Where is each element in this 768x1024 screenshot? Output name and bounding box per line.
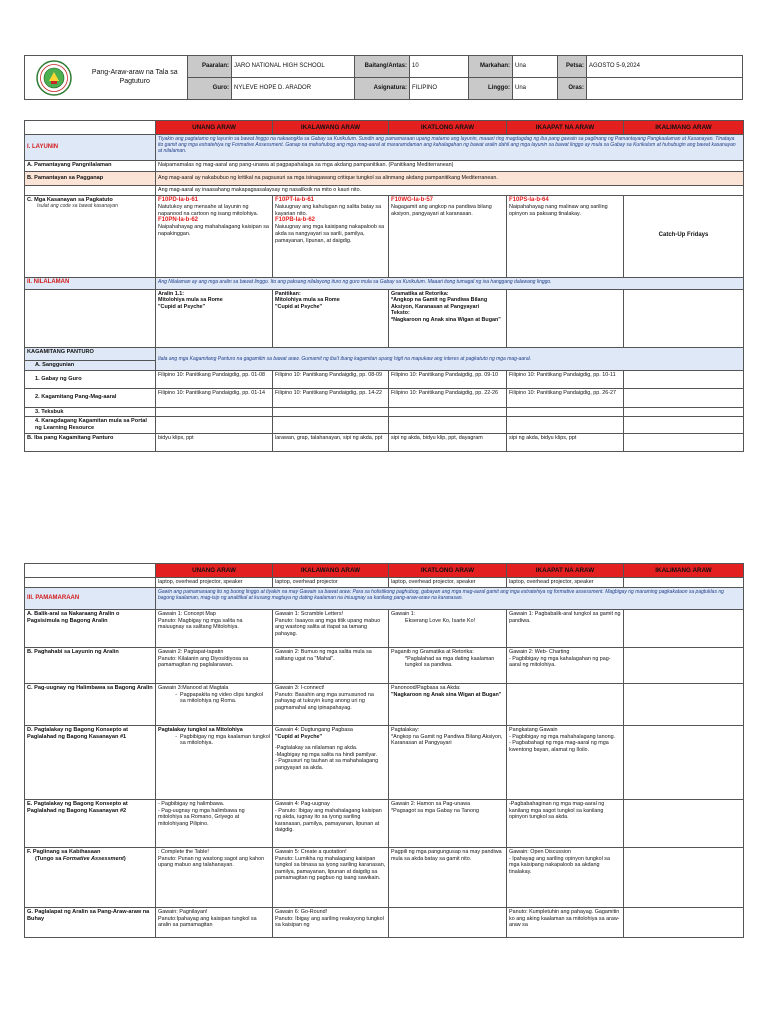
nilalaman-day-1 — [156, 289, 273, 347]
kagamitan-title: KAGAMITANG PANTURO — [25, 347, 156, 360]
day-header-4: IKAAPAT NA ARAW — [507, 121, 624, 135]
day-header-2-4: IKAAPAT NA ARAW — [507, 564, 624, 578]
step-a-d3-l1: Gawain 1: — [391, 611, 416, 617]
kasanayan-day-1 — [156, 195, 273, 277]
mag-aaral-d5 — [624, 388, 744, 407]
iba-pa-d4: sipi ng akda, bidyu klips, ppt — [507, 434, 624, 452]
step-d-d2-l3: -Pagtalakay sa nilalaman ng akda. — [275, 745, 358, 752]
guro-value: NYLEVE HOPE D. ARADOR — [232, 78, 355, 100]
karagdagang-kagamitan-label: 4. Karagdagang Kagamitan mula sa Portal ng Learning Resource — [25, 417, 156, 434]
equip-d1: laptop, overhead projector, speaker — [156, 578, 273, 588]
step-c-d5 — [624, 684, 744, 726]
school-logo-cell — [25, 56, 83, 100]
portal-d4 — [507, 417, 624, 434]
kasanayan-d1-text2: Naipahahayag ang mahahalagang kaisipan sa napakinggan. — [158, 224, 269, 237]
step-g-d2 — [273, 908, 389, 938]
nilalaman-day-3 — [389, 289, 507, 347]
catch-up-fridays: Catch-Up Fridays — [624, 195, 744, 277]
step-d-label: D. Pagtalakay ng Bagong Konsepto at Paglalahad ng Bagong Kasanayan #1 — [25, 726, 156, 800]
step-f-d3-l1: Pagpili ng mga pangungusap na may pandiwa mula sa akda batay sa gamit nito. — [391, 849, 502, 862]
step-g-d4-l1: Panuto: Kumpletuhin ang pahayag. Gagamitin ko ang aking kaalaman sa mitolohiya sa araw-araw sa — [509, 909, 620, 929]
step-e-d1-l1: - Pagbibigay ng halimbawa. — [158, 801, 225, 807]
step-g-d2-l2: Panuto: Ibigay ang sariling reaksyong tungkol sa kaisipan ng — [275, 915, 384, 929]
nilalaman-label-cell — [25, 289, 156, 347]
step-b-d3-l1: Paganib ng Gramatika at Retorika: — [391, 649, 474, 655]
step-d-d3 — [389, 726, 507, 800]
step-g-d3 — [389, 908, 507, 938]
school-seal-icon — [36, 60, 72, 96]
nilalaman-desc: Ang Nilalaman ay ang mga aralin sa bawat linggo. Ito ang paksang nilalayong ituro ng guro mula sa Gabay sa Kurikulum. Maaari itong tumagal ng isa hanggang dalawang linggo. — [156, 277, 744, 289]
asignatura-value: FILIPINO — [410, 78, 469, 100]
iba-pa-d5 — [624, 434, 744, 452]
step-b-d5 — [624, 648, 744, 684]
nilalaman-d2-l1: Panitikan: — [275, 290, 301, 297]
step-b-label: B. Paghahabi sa Layunin ng Aralin — [25, 648, 156, 684]
step-d-d5 — [624, 726, 744, 800]
kasanayan-day-3 — [389, 195, 507, 277]
nilalaman-d1-l1: Aralin 1.1: — [158, 290, 185, 297]
step-d-d4-l3: - Pagbabahagi ng mga mag-aaral ng mga kwentong bayan, alamat ng Iloilo. — [509, 740, 609, 753]
nilalaman-day-2 — [273, 289, 389, 347]
step-a-d1-l2: Panuto: Magbigay ng mga salita na maiuugnay sa salitang Mitolohiya. — [158, 617, 243, 631]
step-e-d3-l1: Gawain 2: Hamon sa Pag-unawa — [391, 801, 471, 807]
step-f-sublabel — [27, 856, 153, 863]
equip-d4: laptop, overhead projector, speaker — [507, 578, 624, 588]
mag-aaral-d3: Filipino 10: Panitikang Pandaigdig, pp. 22-26 — [389, 388, 507, 407]
step-e-d1-l2: - Pag-uugnay ng mga halimbawa ng mitolohiya sa Romano, Griyego at mitolohiyang Pilipino. — [158, 807, 245, 827]
layunin-desc: Tiyakin ang pagtatamo ng layunin sa bawat linggo na nakaangkla sa Gabay sa Kurikulum. Sundin ang pamamaraan upang matamo ang layunin, maaari ring magdagdag ng iba pang gawain sa paglinang ng Pamantayang Pangkaalaman at Kasanayan. Tinataya ito gamit ang mga estratehiya ng Formative Assessment. Ganap na mahuhubog ang mga mag-aaral at mararamdaman ang kahalagahan ng bawat aralin dahil ang mga layunin sa bawat linggo ay mula sa Gabay sa Kurikulum at huhubugin ang bawat kasanayan at nilalaman. — [156, 135, 744, 161]
step-c-d2-l1: Gawain 3: I-connect! — [275, 685, 325, 691]
day-header-2-2: IKALAWANG ARAW — [273, 564, 389, 578]
sanggunian-label: A. Sanggunian — [25, 360, 156, 370]
step-c-d1-l2: - Pagpapakita ng video clips tungkol sa mitolohiya ng Roma. — [180, 692, 270, 705]
step-b-d4-l2: - Pagbibigay ng mga kahalagahan ng pag-aaral ng mitolohiya. — [509, 655, 611, 669]
step-b-d3-l2: *Paglalahad sa mga dating kaalaman tungkol sa pandiwa. — [405, 655, 495, 669]
step-f-d1-l2: Panuto: Punan ng wastong sagot ang kahon upang mabuo ang talahanayan. — [158, 855, 265, 869]
step-f-d4 — [507, 848, 624, 908]
iba-pang-kagamitan-label: B. Iba pang Kagamitang Panturo — [25, 434, 156, 452]
portal-d2 — [273, 417, 389, 434]
mag-aaral-d4: Filipino 10: Panitikang Pandaigdig, pp. 26-27 — [507, 388, 624, 407]
step-f-d2-l2: Panuto: Lumikha ng mahalagang kaisipan tungkol sa binasa sa iyong sariling karanasan, pamilya, pamayanan, lipunan at daigdig sa pamamagitan ng pagbuo ng isang sawikain. — [275, 855, 386, 882]
step-d-d4-l2: - Pagbibigay ng mga mahahalagang tanong. — [509, 733, 616, 740]
day-header-2-5: IKALIMANG ARAW — [624, 564, 744, 578]
nilalaman-day-4 — [507, 289, 624, 347]
teksbuk-d3 — [389, 407, 507, 417]
step-c-d3 — [389, 684, 507, 726]
step-d-d2-l4: -Magbigay ng mga salita na hindi pamilyar. — [275, 751, 378, 758]
equip-label-cell — [25, 578, 156, 588]
teksbuk-label: 3. Teksbuk — [25, 407, 156, 417]
step-a-label: A. Balik-aral sa Nakaraang Aralin o Pagsisimula ng Bagong Aralin — [25, 610, 156, 648]
teksbuk-d1 — [156, 407, 273, 417]
step-d-d2-l1: Gawain 4: Dugtungang Pagbasa — [275, 727, 353, 733]
day-header-5: IKALIMANG ARAW — [624, 121, 744, 135]
step-c-d1-l1: Gawain 3:Manood at Magtala — [158, 685, 229, 691]
kasanayan-d2-text1: Naiuugnay ang kahulugan ng salita batay sa kayarian nito. — [275, 203, 382, 217]
step-e-d5 — [624, 800, 744, 848]
step-a-d2 — [273, 610, 389, 648]
portal-d3 — [389, 417, 507, 434]
step-f-sub-pre: (Tungo sa — [35, 855, 63, 862]
step-a-d1 — [156, 610, 273, 648]
step-c-d3-l1: Panonood/Pagbasa sa Akda: — [391, 685, 461, 691]
nilalaman-d3-l2: *Angkop na Gamit ng Pandiwa Bilang Aksiyon, Karanasan at Pangyayari — [391, 297, 488, 310]
step-b-d2 — [273, 648, 389, 684]
nilalaman-d2-l3: "Cupid at Psyche" — [275, 303, 323, 310]
blank-label-cell — [25, 186, 156, 196]
pamamaraan-title: III. PAMAMARAAN — [25, 588, 156, 610]
kasanayan-d1-text1: Natutukoy ang mensahe at layunin ng napanood na cartoon ng isang mitolohiya. — [158, 203, 259, 217]
step-a-d2-l1: Gawain 1: Scramble Letters! — [275, 611, 344, 617]
step-b-d4 — [507, 648, 624, 684]
step-c-d3-l2: "Nagkaroon ng Anak sina Wigan at Bugan" — [391, 691, 502, 698]
day-header-2: IKALAWANG ARAW — [273, 121, 389, 135]
teksbuk-d5 — [624, 407, 744, 417]
step-b-d2-l1: Gawain 2: Bumuo ng mga salita mula sa salitang ugat na "Mahal". — [275, 649, 372, 662]
step-g-d4 — [507, 908, 624, 938]
lesson-plan-table-2 — [24, 563, 744, 938]
paaralan-label: Paaralan: — [188, 56, 232, 78]
step-f-d1-l1: : Complete the Table! — [158, 849, 209, 855]
step-f-d5 — [624, 848, 744, 908]
step-d-d3-l1: Pagtalakay: — [391, 727, 420, 733]
pamantayan-sa-pagganap-text: Ang mag-aaral ay nakabubuo ng kritikal na pagsusuri sa mga isinagawang critique tungkol sa alinmang akdang pampanitikang Mediterranean. — [156, 172, 744, 186]
gabay-d2: Filipino 10: Panitikang Pandaigdig, pp. 08-09 — [273, 370, 389, 388]
nilalaman-d1-l3: "Cupid at Psyche" — [158, 303, 206, 310]
oras-value — [587, 78, 743, 100]
nilalaman-d1-l2: Mitolohiya mula sa Rome — [158, 297, 223, 304]
step-d-d2-l5: - Pagsusuri ng tauhan at sa mahahalagang pangyayari sa akda. — [275, 758, 379, 771]
step-e-d4-l1: -Pagbabahaginan ng mga mag-aaral ng kanilang mga sagot tungkol sa kanilang opinyon tungkol sa akda. — [509, 801, 605, 821]
nilalaman-d3-l1: Gramatika at Retorika: — [391, 290, 449, 297]
baitang-label: Baitang/Antas: — [355, 56, 410, 78]
step-g-d1-l2: Panuto:Ipahayag ang kaisipan tungkol sa aralin sa pamamagitan — [158, 915, 257, 929]
step-d-d4-l1: Pangkatang Gawain — [509, 727, 558, 733]
kasanayan-d4-text1: Naipahahayag nang malinaw ang sariling opinyon sa paksang tinalakay. — [509, 203, 608, 217]
step-a-d3-l2: Ekserang Love Ko, Isarte Ko! — [405, 617, 476, 624]
gabay-ng-guro-label: 1. Gabay ng Guro — [25, 370, 156, 388]
petsa-label: Petsa: — [558, 56, 587, 78]
iba-pa-d3: sipi ng akda, bidyu klip, ppt, dayagram — [389, 434, 507, 452]
code-f10wg: F10WG-Ia-b-57 — [391, 196, 434, 203]
kasanayan-d3-text1: Nagagamit ang angkop na pandiwa bilang aksiyon, pangyayari at karanasan. — [391, 203, 492, 217]
step-d-d1-l1: Pagtalakay tungkol sa Mitolohiya — [158, 727, 243, 733]
teksbuk-d2 — [273, 407, 389, 417]
kagamitang-mag-aaral-label: 2. Kagamitang Pang-Mag-aaral — [25, 388, 156, 407]
step-d-d3-l2: *Angkop na Gamit ng Pandiwa Bilang Aksiyon, Karanasan at Pangyayari — [391, 733, 503, 747]
code-f10pt: F10PT-Ia-b-61 — [275, 196, 315, 203]
portal-d1 — [156, 417, 273, 434]
step-f-sub-em: Formative Assessment — [62, 855, 124, 862]
header-table — [24, 55, 743, 100]
code-f10pd: F10PD-Ia-b-61 — [158, 196, 199, 203]
code-f10pb: F10PB-Ia-b-62 — [275, 217, 316, 224]
step-g-d5 — [624, 908, 744, 938]
step-b-d1-l1: Gawain 2: Pagtapat-tapatin — [158, 649, 224, 655]
step-e-d3-l2: *Pagsagot sa mga Gabay na Tanong — [391, 807, 480, 814]
step-e-d2 — [273, 800, 389, 848]
step-a-d4-l1: Gawain 1: Pagbabalik-aral tungkol sa gamit ng pandiwa. — [509, 611, 621, 624]
step-f-d3 — [389, 848, 507, 908]
oras-label: Oras: — [558, 78, 587, 100]
kasanayan-d2-text2: Naiuugnay ang mga kaisipang nakapaloob sa akda sa nangyayari sa sarili, pamilya, pamayanan, lipunan, at daigdig. — [275, 224, 385, 244]
kasanayan-day-4 — [507, 195, 624, 277]
step-c-d4 — [507, 684, 624, 726]
portal-d5 — [624, 417, 744, 434]
day-header-2-3: IKATLONG ARAW — [389, 564, 507, 578]
step-f-sub-post: ) — [123, 855, 126, 862]
kagamitan-desc: Itala ang mga Kagamitang Panturo na gagamitin sa bawat araw. Gumamit ng iba't ibang kagamitan upang higit na mapukaw ang interes at pagkatuto ng mga mag-aaral. — [156, 347, 744, 370]
gabay-d5 — [624, 370, 744, 388]
equip-d2: laptop, overhead projector — [273, 578, 389, 588]
layunin-title: I. LAYUNIN — [25, 135, 156, 161]
step-f-d4-l1: Gawain: Open Discussion — [509, 849, 572, 855]
paaralan-value: JARO NATIONAL HIGH SCHOOL — [232, 56, 355, 78]
step-e-d3 — [389, 800, 507, 848]
code-f10ps: F10PS-Ia-b-64 — [509, 196, 549, 203]
step-d-d2-l2: "Cupid at Psyche" — [275, 733, 323, 740]
pamantayang-pangnilalaman-label: A. Pamantayang Pangnilalaman — [25, 161, 156, 172]
markahan-value: Una — [513, 56, 558, 78]
corner-cell-2 — [25, 564, 156, 578]
step-g-d2-l1: Gawain 6: Go-Round! — [275, 909, 328, 915]
day-header-3: IKATLONG ARAW — [389, 121, 507, 135]
petsa-value: AGOSTO 5-9,2024 — [587, 56, 743, 78]
step-f-d1 — [156, 848, 273, 908]
equip-d3: laptop, overhead projector, speaker — [389, 578, 507, 588]
mag-aaral-d2: Filipino 10: Panitikang Pandaigdig, pp. 14-22 — [273, 388, 389, 407]
step-e-d4 — [507, 800, 624, 848]
step-d-d4 — [507, 726, 624, 800]
step-a-d3 — [389, 610, 507, 648]
linggo-label: Linggo: — [469, 78, 513, 100]
step-f-label-cell — [25, 848, 156, 908]
corner-cell — [25, 121, 156, 135]
step-d-d1-l2: - Pagbibigay ng mga kaalaman tungkol sa mitolohiya. — [180, 734, 270, 747]
nilalaman-d2-l2: Mitolohiya mula sa Rome — [275, 297, 340, 304]
step-c-d2 — [273, 684, 389, 726]
teksbuk-d4 — [507, 407, 624, 417]
kasanayan-sub: Isulat ang code sa bawat kasanayan — [37, 203, 118, 210]
day-header-1: UNANG ARAW — [156, 121, 273, 135]
step-f-d2-l1: Gawain 5: Create a quotation! — [275, 849, 347, 855]
nilalaman-d3-l4: *Nagkaroon ng Anak sina Wigan at Bugan" — [391, 316, 501, 323]
step-g-label: G. Paglalapat ng Aralin sa Pang-Araw-araw na Buhay — [25, 908, 156, 938]
step-a-d4 — [507, 610, 624, 648]
step-c-d1 — [156, 684, 273, 726]
equip-d5 — [624, 578, 744, 588]
pamantayang-pangnilalaman-text: Naipamamalas ng mag-aaral ang pang-unawa at pagpapahalaga sa mga akdang pampanitikan. (Panitikang Mediterranean) — [156, 161, 744, 172]
step-f-label: F. Paglinang sa Kabihasaan — [27, 849, 101, 855]
page-title: Pang-Araw-araw na Tala sa Pagtuturo — [83, 56, 188, 100]
step-d-d2 — [273, 726, 389, 800]
gabay-d1: Filipino 10: Panitikang Pandaigdig, pp. 01-08 — [156, 370, 273, 388]
step-c-d2-l2: Panuto: Basahin ang mga sumusunod na pahayag at tukuyin kung anong uri ng pagmamahal ang ipinapahayag. — [275, 691, 374, 711]
iba-pa-d1: bidyu klips, ppt — [156, 434, 273, 452]
iba-pa-d2: larawan, grap, talahanayan, sipi ng akda, ppt — [273, 434, 389, 452]
pamamaraan-desc: Gawin ang pamamaraang ito ng buong linggo at tiyakin na may Gawain sa bawat araw. Para sa holistikong paghubog, gabayan ang mga mag-aaral gamit ang mga estratehiya ng formative assessment. Magbigay ng maraming pagkakataon sa pagtuklas ng bagong kaalaman, mag-isip ng analitikal at kusang magtaya ng dating kaalaman na iniuugnay sa kanilang pang-araw-araw na karanasan. — [156, 588, 744, 610]
pamantayan-sa-pagganap-label: B. Pamantayan sa Pagganap — [25, 172, 156, 186]
step-e-d2-l2: - Panuto: Ibigay ang mahahalagang kaisipan ng akda, iugnay ito sa iyong sariling karanasan, pamilya, pamayanan, lipunan at daigdig. — [275, 807, 382, 834]
lesson-plan-table-1 — [24, 120, 744, 452]
linggo-value: Una — [513, 78, 558, 100]
step-b-d1 — [156, 648, 273, 684]
day-header-2-1: UNANG ARAW — [156, 564, 273, 578]
step-g-d1-l1: Gawain: Pagnilayan! — [158, 909, 208, 915]
step-a-d5 — [624, 610, 744, 648]
step-b-d3 — [389, 648, 507, 684]
step-b-d4-l1: Gawain 2: Web- Charting — [509, 649, 570, 655]
nilalaman-title: II. NILALAMAN — [25, 277, 156, 289]
step-e-label: E. Pagtalakay ng Bagong Konsepto at Paglalahad ng Bagong Kasanayan #2 — [25, 800, 156, 848]
step-a-d1-l1: Gawain 1: Concept Map — [158, 611, 216, 617]
step-d-d1 — [156, 726, 273, 800]
step-a-d2-l2: Panuto: Isaayos ang mga titik upang mabuo ang wastong salita at itapat sa tamang pahayag. — [275, 617, 381, 637]
kasanayan-day-2 — [273, 195, 389, 277]
asignatura-label: Asignatura: — [355, 78, 410, 100]
step-f-d2 — [273, 848, 389, 908]
mag-aaral-d1: Filipino 10: Panitikang Pandaigdig, pp. 01-14 — [156, 388, 273, 407]
nilalaman-d3-l3: Teksto: — [391, 310, 410, 317]
pamantayan-sa-pagganap-text-2: Ang mag-aaral ay inaasahang makapagsasalaysay ng nasaliksik na mito o kauri nito. — [156, 186, 744, 196]
nilalaman-day-5 — [624, 289, 744, 347]
step-c-label: C. Pag-uugnay ng Halimbawa sa Bagong Aralin — [25, 684, 156, 726]
step-f-d4-l2: - Ipahayag ang sariling opinyon tungkol sa mga kaisipang nakapaloob sa akdang tinalakay. — [509, 855, 610, 875]
baitang-value: 10 — [410, 56, 469, 78]
guro-label: Guro: — [188, 78, 232, 100]
step-e-d1 — [156, 800, 273, 848]
code-f10pn: F10PN-Ia-b-62 — [158, 217, 199, 224]
kasanayan-label-cell — [25, 195, 156, 277]
step-g-d1 — [156, 908, 273, 938]
step-e-d2-l1: Gawain 4: Pag-uugnay — [275, 801, 330, 807]
step-b-d1-l2: Panuto: Kilalanin ang Diyos/diyosa sa pamamagitan ng paglalarawan. — [158, 655, 249, 669]
markahan-label: Markahan: — [469, 56, 513, 78]
gabay-d4: Filipino 10: Panitikang Pandaigdig, pp. 10-11 — [507, 370, 624, 388]
kasanayan-label: C. Mga Kasanayan sa Pagkatuto — [27, 196, 113, 203]
gabay-d3: Filipino 10: Panitikang Pandaigdig, pp. 09-10 — [389, 370, 507, 388]
